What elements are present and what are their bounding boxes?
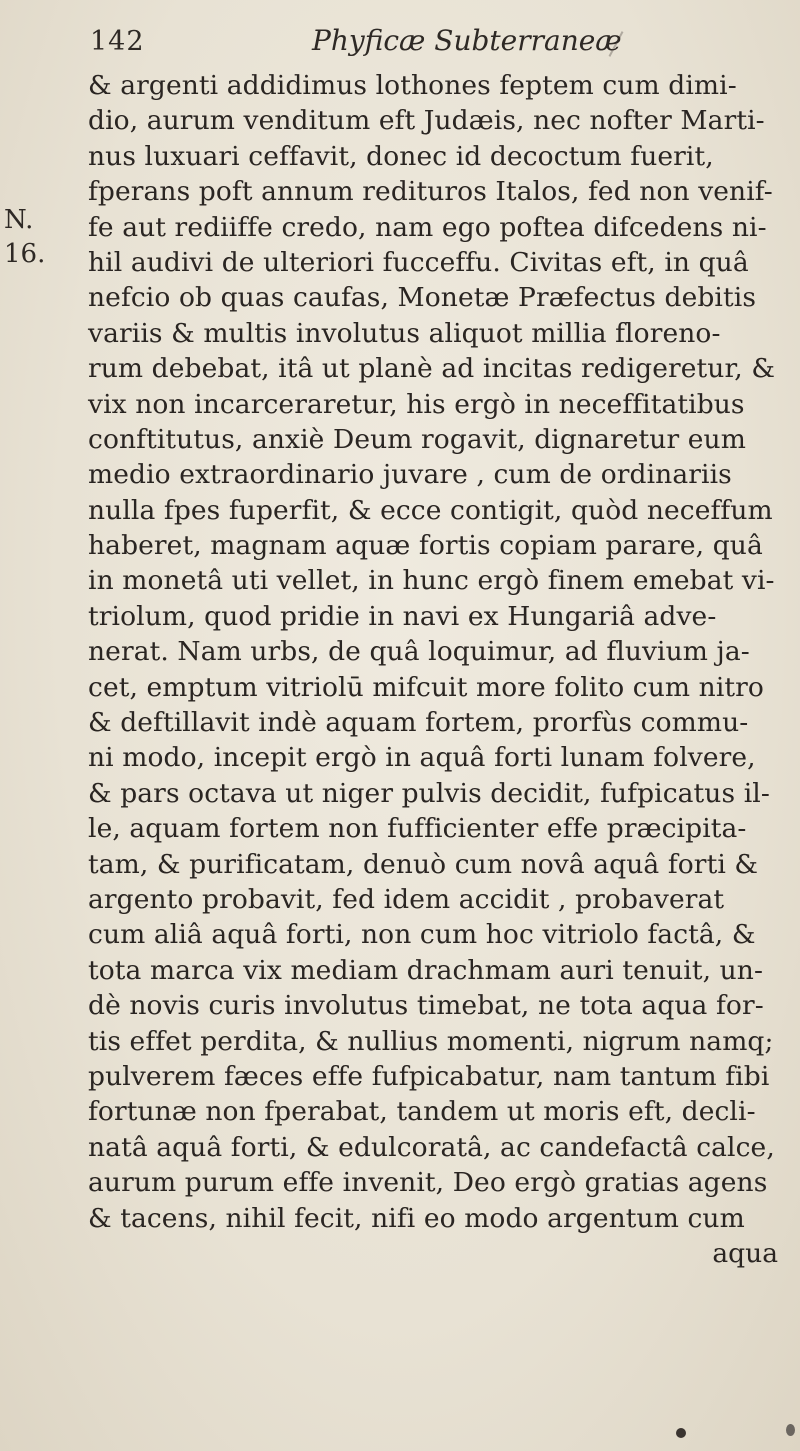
text-line: rum debebat, itâ ut planè ad incitas redigeretur, &	[88, 353, 776, 385]
text-line: cet, emptum vitriolū mifcuit more folito cum nitro	[88, 671, 764, 703]
text-line: tis effet perdita, & nullius momenti, nigrum namq;	[88, 1025, 774, 1057]
text-line: & argenti addidimus lothones feptem cum dimi-	[88, 70, 737, 101]
text-line: ni modo, incepit ergò in aquâ forti lunam folvere,	[88, 742, 756, 774]
text-line: aurum purum effe invenit, Deo ergò gratias agens	[88, 1167, 768, 1199]
text-line: variis & multis involutus aliquot millia floreno-	[88, 317, 721, 349]
ink-speck	[676, 1428, 686, 1438]
page-number: 142	[90, 26, 145, 57]
text-line: argento probavit, fed idem accidit , probaverat	[88, 883, 725, 915]
text-line: le, aquam fortem non fufficienter effe præcipita-	[88, 813, 747, 845]
text-line: hil audivi de ulteriori fucceffu. Civitas eft, in quâ	[88, 246, 749, 278]
text-line: medio extraordinario juvare , cum de ordinariis	[88, 459, 732, 491]
page-header	[90, 20, 780, 68]
text-line: nulla fpes fuperfit, & ecce contigit, quòd neceffum	[88, 494, 773, 526]
text-line: tota marca vix mediam drachmam auri tenuit, un-	[88, 954, 764, 986]
text-line: nus luxuari ceffavit, donec id decoctum fuerit,	[88, 140, 714, 172]
body-text	[88, 68, 800, 1236]
text-line: triolum, quod pridie in navi ex Hungariâ adve-	[88, 600, 717, 632]
text-line: dio, aurum venditum eft Judæis, nec nofter Marti-	[88, 105, 765, 137]
text-line: fortunæ non fperabat, tandem ut moris eft, decli-	[88, 1096, 756, 1128]
text-line: natâ aquâ forti, & edulcoratâ, ac candefactâ calce,	[88, 1131, 775, 1163]
text-line: fe aut rediiffe credo, nam ego poftea difcedens ni-	[88, 211, 767, 243]
ink-speck	[786, 1424, 795, 1436]
text-line: & tacens, nihil fecit, nifi eo modo argentum cum	[88, 1202, 745, 1234]
catchword: aqua	[712, 1238, 778, 1269]
text-line: in monetâ uti vellet, in hunc ergò finem emebat vi-	[88, 565, 775, 597]
text-line: & deftillavit indè aquam fortem, prorfùs commu-	[88, 707, 749, 739]
text-line: cum aliâ aquâ forti, non cum hoc vitriolo factâ, &	[88, 919, 756, 951]
margin-note-number: 16.	[4, 239, 46, 269]
text-line: dè novis curis involutus timebat, ne tota aqua for-	[88, 990, 764, 1022]
text-line: & pars octava ut niger pulvis decidit, fufpicatus il-	[88, 777, 770, 809]
text-line: nefcio ob quas caufas, Monetæ Præfectus debitis	[88, 282, 757, 314]
text-line: tam, & purificatam, denuò cum novâ aquâ forti &	[88, 848, 759, 880]
text-line: pulverem fæces effe fufpicabatur, nam tantum fibi	[88, 1060, 770, 1092]
margin-note-letter: N.	[4, 205, 34, 235]
text-line: conftitutus, anxiè Deum rogavit, dignaretur eum	[88, 423, 746, 455]
text-line: vix non incarceraretur, his ergò in neceffitatibus	[88, 388, 745, 420]
running-head: Phyficæ Subterraneæ	[312, 24, 622, 57]
text-line: fperans poft annum redituros Italos, fed non venif-	[88, 176, 773, 208]
text-line: haberet, magnam aquæ fortis copiam parare, quâ	[88, 530, 763, 562]
text-line: nerat. Nam urbs, de quâ loquimur, ad fluvium ja-	[88, 636, 750, 668]
